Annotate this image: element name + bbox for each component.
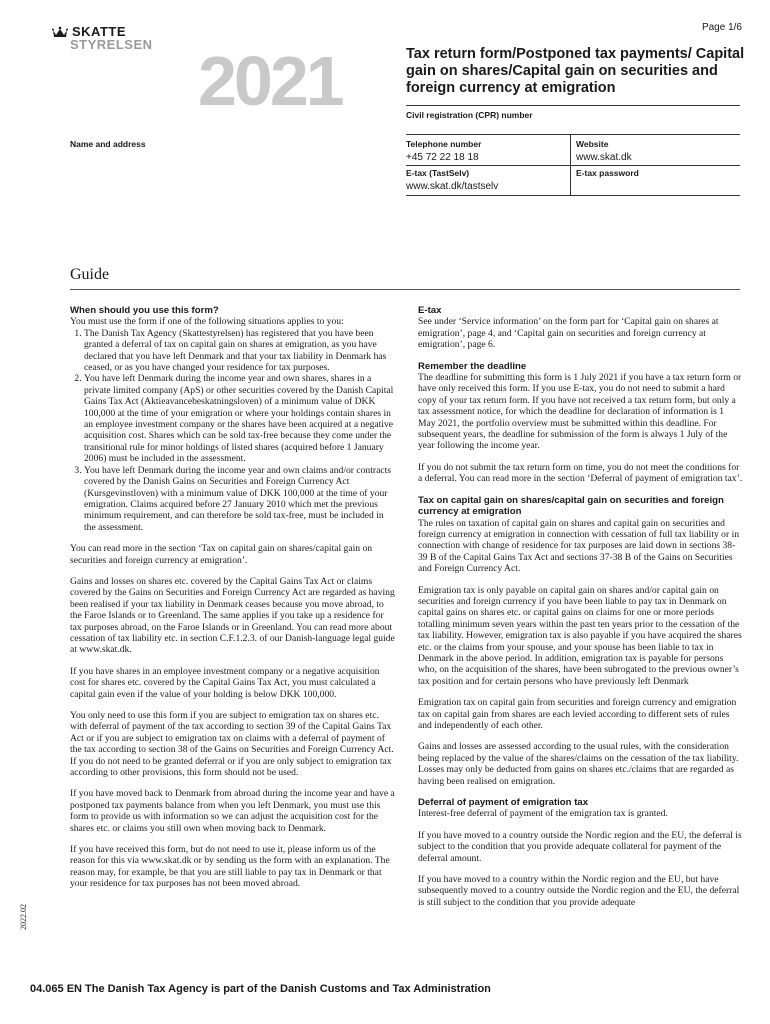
cpr-label: Civil registration (CPR) number [406, 110, 533, 120]
divider [406, 195, 740, 196]
paragraph: If you have received this form, but do not need to use it, please inform us of the reason for this via www.skat.dk or by sending us the form with an explanation. The reason may, for example, be that you are still liable to pay tax in Denmark or that your residence for tax purposes has not been moved abroad. [70, 844, 390, 890]
website-label: Website [576, 139, 609, 149]
etax-label: E-tax (TastSelv) [406, 168, 470, 178]
etax-password-label: E-tax password [576, 168, 639, 178]
logo-line1: SKATTE [72, 24, 127, 39]
section-heading: Deferral of payment of emigration tax [418, 797, 589, 809]
list-item: 1. The Danish Tax Agency (Skattestyrelsen) has registered that you have been granted a deferral of tax on capital gain on shares at emigration, as you have declared that you have left Denmark and that your tax liability in Denmark has ceased, or as you have changed your residence for tax purposes. [84, 328, 396, 374]
right-column [418, 305, 744, 918]
paragraph: If you do not submit the tax return form on time, you do not meet the conditions for a deferral. You can read more in the section ‘Deferral of payment of emigration tax’. [418, 461, 743, 485]
list-item: 3. You have left Denmark during the income year and own claims and/or contracts covered by the Danish Gains on Securities and Foreign Currency Act (Kursgevinstloven) with a minimum value of DKK 100,000 at the time of your emigration. Claims acquired before 27 January 2010 which met the previous minimum requirement, and can therefore be sold tax-free, must be included in the assessment. [84, 465, 396, 533]
paragraph: If you have moved to a country outside the Nordic region and the EU, the deferral is subject to the condition that you provide adequate collateral for payment of the deferral amount. [418, 829, 742, 864]
section-heading: Remember the deadline [418, 360, 527, 372]
paragraph: You can read more in the section ‘Tax on capital gain on shares/capital gain on securities and foreign currency at emigration’. [70, 543, 373, 566]
divider [406, 105, 740, 106]
paragraph: Emigration tax on capital gain from securities and foreign currency and emigration tax on capital gain from shares are each levied according to different sets of rules and independently of each other. [418, 697, 737, 731]
paragraph: The deadline for submitting this form is 1 July 2021 if you have a tax return form or have only received this form. If you use E-tax, you do not need to submit a hard copy of your tax return form. If you have not received a tax return form, but only a tax assessment notice, for which the deadline for declaration of information is 1 May 2021, the portfolio overview must be submitted within this deadline. For subsequent years, the deadline for submission of the form is always 1 July of the year following the income year. [418, 372, 742, 452]
telephone-label: Telephone number [406, 139, 482, 149]
form-year: 2021 [198, 42, 342, 120]
form-version-code: 2022.02 [19, 904, 28, 930]
list-item: 2. You have left Denmark during the income year and own shares, shares in a private limited company (ApS) or other securities covered by the Danish Capital Gains Tax Act (Aktieavancebeskatningsloven) of a minimum value of DKK 100,000 at the time of your emigration or where your holdings contain shares in an employee investment company or the shares have been acquired at a negative acquisition cost. Shares which can be sold tax-free because they come under the transitional rule for minor holdings of listed shares (acquired before 1 January 2006) must be included in the assessment. [84, 373, 396, 464]
paragraph: If you have shares in an employee investment company or a negative acquisition cost for shares etc. covered by the Capital Gains Tax Act, you must calculated a capital gain even if the value of your holding is below DKK 100,000. [70, 665, 380, 700]
situation-list [70, 328, 396, 533]
paragraph: Interest-free deferral of payment of the emigration tax is granted. [418, 808, 668, 820]
page-number: Page 1/6 [701, 22, 742, 33]
agency-logo [52, 25, 153, 51]
divider [406, 134, 740, 135]
left-column [70, 305, 396, 900]
website-value[interactable]: www.skat.dk [576, 152, 632, 163]
page-footer: 04.065 EN The Danish Tax Agency is part of the Danish Customs and Tax Administration [30, 983, 491, 995]
section-heading: E-tax [418, 305, 442, 316]
paragraph: Emigration tax is only payable on capital gain on shares and/or capital gain on securities and foreign currency if you have been liable to pay tax in Denmark on capital gains on shares etc. or capital gains on claims for one or more periods totalling minimum seven years within the past ten years prior to the cessation of the tax liability. However, emigration tax is also payable if you have acquired the shares etc. or the claims from your spouse, and your spouse has been liable to tax in Denmark in the above period. In addition, emigration tax is payable for persons who, on the acquisition of the shares, have been subrogated to the previous owner’s tax position and for certain persons who have previously left Denmark [418, 584, 742, 687]
telephone-value: +45 72 22 18 18 [406, 152, 479, 163]
crown-icon [52, 26, 68, 38]
paragraph: If you have moved to a country within the Nordic region and the EU, but have subsequently moved to a country outside the Nordic region and the EU, the deferral is still subject to the condition that you provide adequate [418, 874, 740, 908]
form-title: Tax return form/Postponed tax payments/ Capital gain on shares/Capital gain on securities and foreign currency at emigration [406, 46, 745, 96]
section-heading: When should you use this form? [70, 305, 219, 316]
name-address-label: Name and address [70, 139, 146, 149]
paragraph: See under ‘Service information’ on the form part for ‘Capital gain on shares at emigration’, page 4, and ‘Capital gain on securities and foreign currency at emigration’, page 6. [418, 316, 719, 351]
logo-line2: STYRELSEN [70, 37, 153, 52]
paragraph: The rules on taxation of capital gain on shares and capital gain on securities and foreign currency at emigration in connection with cessation of full tax liability or in connection with change of residence for tax purposes are laid down in sections 38-39 B of the Capital Gains Tax Act and sections 37-38 B of the Gains on Securities and Foreign Currency Act. [418, 517, 740, 575]
intro-text: You must use the form if one of the following situations applies to you: [70, 316, 344, 328]
guide-heading: Guide [70, 266, 110, 283]
paragraph: Gains and losses on shares etc. covered by the Capital Gains Tax Act or claims covered by the Gains on Securities and Foreign Currency Act are regarded as having been realised if your tax liability in Denmark ceases because you move abroad, to the Faroe Islands or to Greenland. The same applies if you take up a residence for tax purposes abroad, on the Faroe Islands or in Greenland. You can read more about cessation of tax liability etc. in section C.F.1.2.3. of our Danish-language legal guide at www.skat.dk. [70, 575, 395, 656]
guide-divider [70, 289, 740, 290]
paragraph: If you have moved back to Denmark from abroad during the income year and have a postponed tax payments balance from when you left Denmark, you must use this form to provide us with information so we can adjust the acquisition cost for the shares etc. or claims you still own when moving back to Denmark. [70, 788, 395, 834]
divider [406, 165, 740, 166]
paragraph: You only need to use this form if you are subject to emigration tax on shares etc. with deferral of payment of the tax according to section 39 of the Capital Gains Tax Act or if you are subject to emigration tax on claims with a deferral of payment of the tax according to section 38 of the Gains on Securities and Foreign Currency Act. If you do not need to be granted deferral or if you are only subject to emigration tax according to other provisions, this form should not be used. [70, 710, 394, 779]
field-separator [570, 134, 571, 195]
etax-value[interactable]: www.skat.dk/tastselv [406, 181, 499, 192]
paragraph: Gains and losses are assessed according to the usual rules, with the consideration being replaced by the value of the shares/claims on the cessation of the tax liability. Losses may only be deducted from gains on shares etc./claims that are regarded as having been realised on emigration. [418, 741, 739, 787]
section-heading: Tax on capital gain on shares/capital gain on securities and foreign currency at emigration [418, 494, 724, 518]
